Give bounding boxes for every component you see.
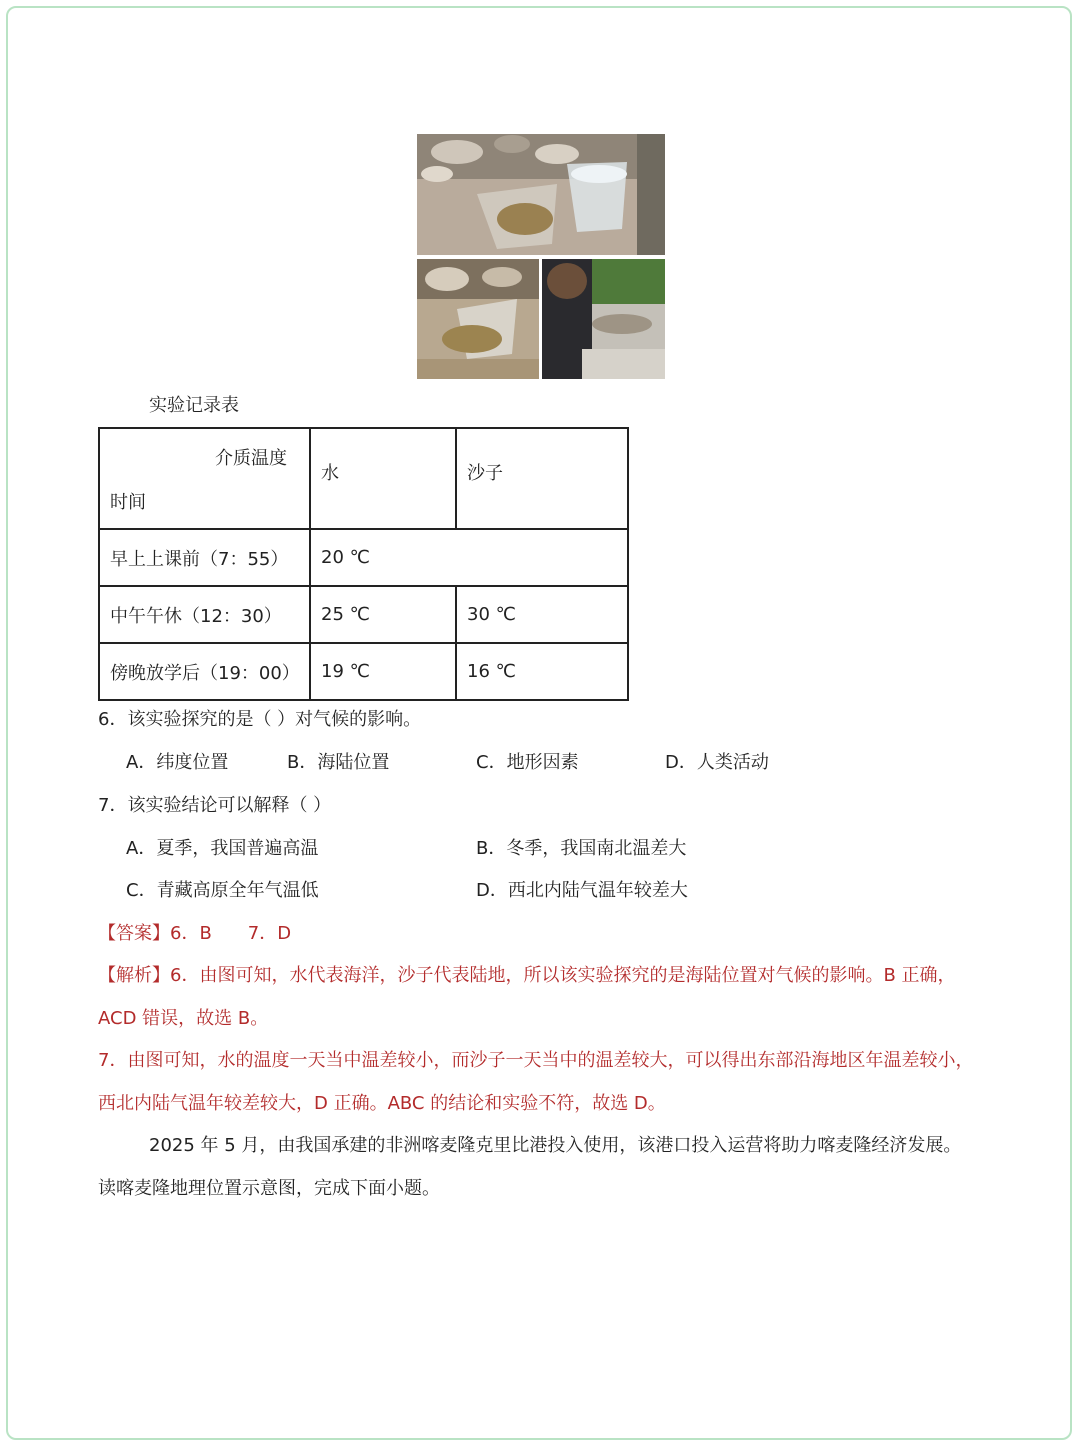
header-medium-temp: 介质温度 [215, 447, 287, 469]
question-6-option-b: B．海陆位置 [287, 752, 390, 773]
table-row [99, 586, 628, 643]
row-sand-temp: 30 ℃ [456, 586, 628, 643]
row-sand-temp: 16 ℃ [456, 643, 628, 700]
row-water-temp: 19 ℃ [310, 643, 456, 700]
question-7-stem: 7．该实验结论可以解释（ ） [98, 795, 332, 816]
student-measuring-photo [542, 259, 665, 379]
table-row [99, 643, 628, 700]
analysis-line-1: 【解析】6．由图可知，水代表海洋，沙子代表陆地，所以该实验探究的是海陆位置对气候的影响。B 正确， [98, 965, 956, 986]
question-7-option-d: D．西北内陆气温年较差大 [476, 880, 688, 901]
row-water-temp: 25 ℃ [310, 586, 456, 643]
header-diagonal-cell [99, 428, 310, 529]
header-sand: 沙子 [456, 428, 628, 529]
header-water: 水 [310, 428, 456, 529]
cups-of-water-and-sand-photo [417, 134, 665, 255]
sand-cup-photo [417, 259, 539, 379]
row-time: 中午午休（12：30） [99, 586, 310, 643]
question-6-option-d: D．人类活动 [665, 752, 769, 773]
analysis-line-2: ACD 错误，故选 B。 [98, 1008, 269, 1029]
analysis-line-4: 西北内陆气温年较差较大，D 正确。ABC 的结论和实验不符，故选 D。 [98, 1093, 666, 1114]
header-time: 时间 [110, 491, 146, 513]
row-time: 早上上课前（7：55） [99, 529, 310, 586]
question-7-option-a: A．夏季，我国普遍高温 [126, 838, 319, 859]
table-caption: 实验记录表 [149, 395, 239, 416]
question-6-stem: 6．该实验探究的是（ ）对气候的影响。 [98, 709, 422, 730]
question-7-option-b: B．冬季，我国南北温差大 [476, 838, 687, 859]
table-header-row [99, 428, 628, 529]
row-time: 傍晚放学后（19：00） [99, 643, 310, 700]
question-7-option-c: C．青藏高原全年气温低 [126, 880, 319, 901]
passage-line-1: 2025 年 5 月，由我国承建的非洲喀麦隆克里比港投入使用，该港口投入运营将助力喀麦隆经济发展。 [149, 1135, 962, 1156]
experiment-record-table [98, 427, 629, 701]
analysis-line-3: 7．由图可知，水的温度一天当中温差较小，而沙子一天当中的温差较大，可以得出东部沿海地区年温差较小， [98, 1050, 974, 1071]
row-water-temp: 20 ℃ [310, 529, 628, 586]
question-6-option-c: C．地形因素 [476, 752, 579, 773]
passage-line-2: 读喀麦隆地理位置示意图，完成下面小题。 [98, 1178, 440, 1199]
answer-line: 【答案】6．B 7．D [98, 923, 292, 944]
table-row [99, 529, 628, 586]
experiment-photos [417, 134, 665, 379]
question-6-option-a: A．纬度位置 [126, 752, 229, 773]
